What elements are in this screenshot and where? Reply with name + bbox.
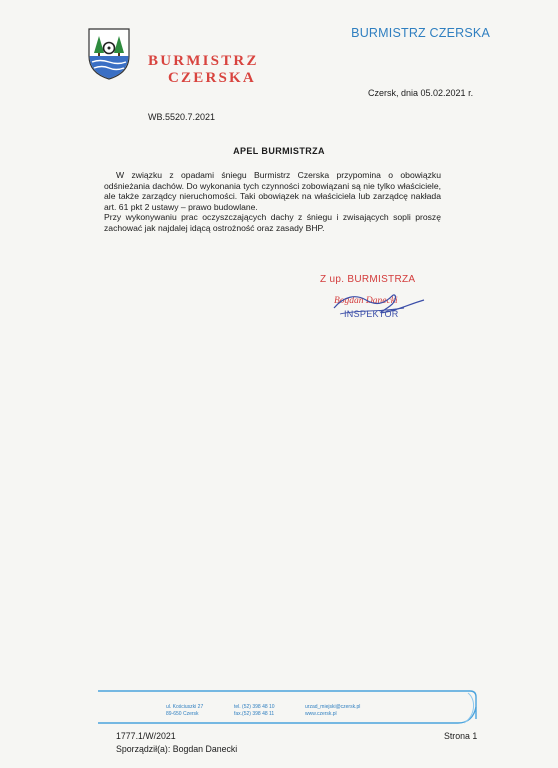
- footer-email: urzad_miejski@czersk.pl: [305, 704, 361, 710]
- footer-address1: ul. Kościuszki 27: [166, 704, 204, 710]
- letter-body: [104, 170, 441, 234]
- stamp-role: INSPEKTOR: [344, 309, 399, 319]
- reference-number: WB.5520.7.2021: [148, 112, 216, 122]
- paragraph-1: W związku z opadami śniegu Burmistrz Czerska przypomina o obowiązku odśnieżania dachów. Do wykonania tych czynności zobowiązani są nie tylko właściciele, ale także zarządcy nieruchomości. Taki obowiązek na właściciela lub zarządcę nakłada art. 61 pkt 2 ustawy – prawo budowlane.: [104, 170, 441, 212]
- footer-address2: 89-650 Czersk: [166, 711, 199, 717]
- stamp-line: Z up. BURMISTRZA: [320, 274, 416, 285]
- coat-of-arms-icon: [86, 26, 132, 80]
- footer-decoration: [98, 689, 478, 725]
- footer-fax: fax.(52) 398 48 11: [234, 711, 275, 717]
- document-number: 1777.1/W/2021: [116, 731, 176, 741]
- brand-line1: BURMISTRZ: [148, 53, 259, 69]
- date-line: Czersk, dnia 05.02.2021 r.: [368, 88, 474, 98]
- brand-line2: CZERSKA: [168, 70, 256, 86]
- handwritten-signature-icon: [326, 286, 436, 326]
- footer-phone: tel. (52) 398 48 10: [234, 704, 275, 710]
- footer-web: www.czersk.pl: [305, 711, 337, 717]
- page-title: BURMISTRZ CZERSKA: [351, 26, 490, 40]
- author-line: Sporządził(a): Bogdan Danecki: [116, 744, 238, 754]
- page-number: Strona 1: [444, 731, 478, 741]
- paragraph-2: Przy wykonywaniu prac oczyszczających dachy z śniegu i zwisających sopli proszę zachować jak najdalej idącą ostrożność oraz zasady BHP.: [104, 212, 441, 233]
- stamp-name: Bogdan Danecki: [334, 296, 398, 306]
- letter-heading: APEL BURMISTRZA: [233, 146, 325, 156]
